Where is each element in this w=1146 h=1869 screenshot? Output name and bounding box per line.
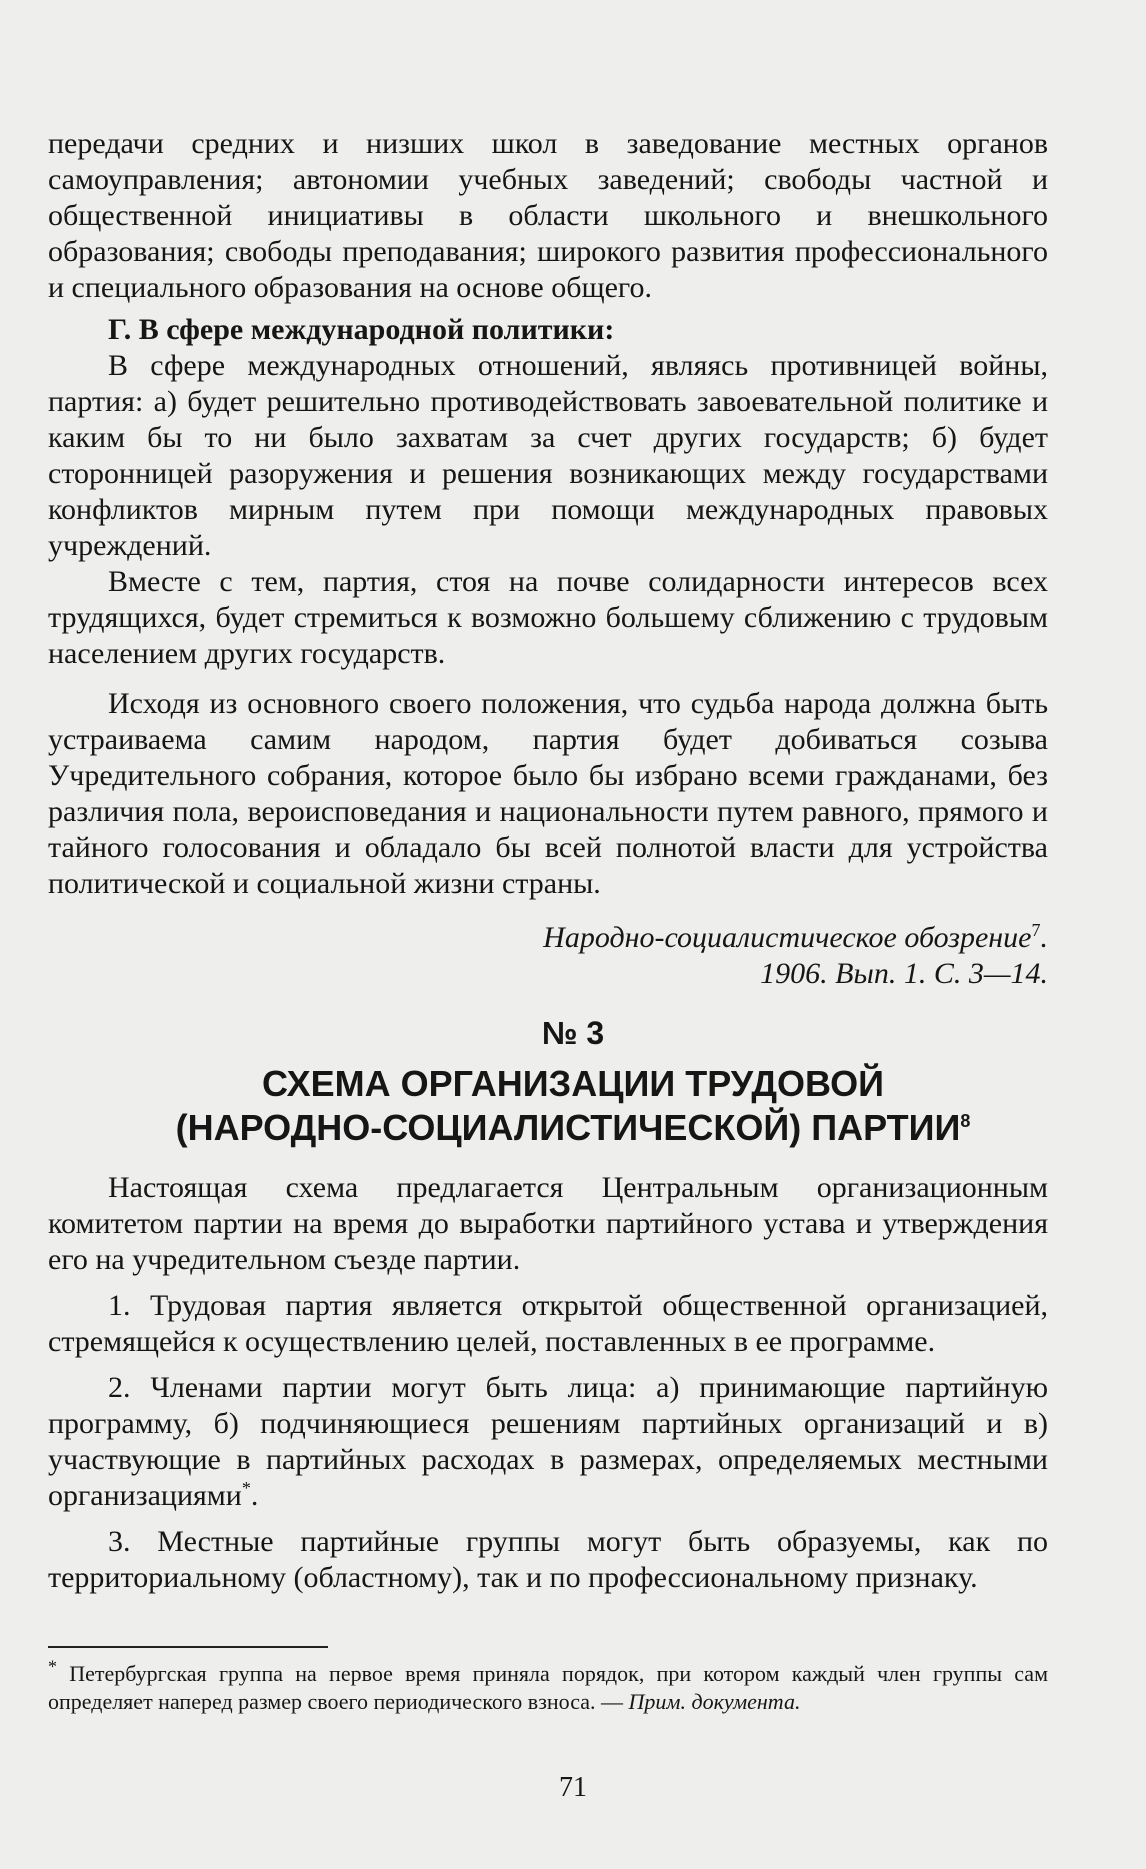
list-item: 1. Трудовая партия является открытой общественной организацией, стремящейся к осуществлению целей, поставленных в ее программе. [48, 1289, 1048, 1358]
source-citation-line-1: Народно-социалистическое обозрение$^7$. [543, 920, 1048, 954]
paragraph: В сфере международных отношений, являясь противницей войны, партия: а) будет решительно противодействовать завоевательной политике и каким бы то ни было захватам за счет других государств; б) будет сторонницей разоружения и решения возникающих между государствами конфликтов мирным путем при помощи международных правовых учреждений. [48, 349, 1048, 562]
list-item: 3. Местные партийные группы могут быть образуемы, как по территориальному (областному), так и по профессиональному признаку. [48, 1525, 1048, 1594]
source-citation-line-2: 1906. Вып. 1. С. 3—14. [760, 957, 1048, 990]
footnote-divider [48, 1646, 328, 1648]
page-number: 71 [559, 1772, 587, 1803]
footnote-marker: * [48, 1656, 57, 1677]
document-title-line-2: (НАРОДНО-СОЦИАЛИСТИЧЕСКОЙ) ПАРТИИ$^8$ [175, 1107, 971, 1148]
footnote-reference: * [241, 1478, 251, 1498]
footnote-attribution: Прим. документа. [628, 1689, 801, 1714]
footnote-text: Петербургская группа на первое время приняла порядок, при котором каждый член группы сам определяет наперед размер своего периодического взноса. — [48, 1661, 1048, 1714]
body-text-top [48, 126, 1048, 902]
note-reference: 7 [1031, 920, 1041, 940]
paragraph: Исходя из основного своего положения, что судьба народа должна быть устраиваема самим народом, партия будет добиваться созыва Учредительного собрания, которое было бы избрано всеми гражданами, без различия пола, вероисповедания и национальности путем равного, прямого и тайного голосования и обладало бы всей полнотой власти для устройства политической и социальной жизни страны. [48, 687, 1048, 900]
section-heading: Г. В сфере международной политики: [108, 313, 615, 346]
list-item: 2. Членами партии могут быть лица: а) принимающие партийную программу, б) подчиняющиеся решениям партийных организаций и в) участвующие в партийных расходах в размерах, определяемых местными организациями*. [48, 1371, 1048, 1512]
footnote [48, 1656, 1048, 1716]
paragraph: передачи средних и низших школ в заведование местных органов самоуправления; автономии учебных заведений; свободы частной и общественной инициативы в области школьного и внешкольного образования; свободы преподавания; широкого развития профессионального и специального образования на основе общего. [48, 127, 1048, 304]
note-reference: 8 [960, 1111, 971, 1131]
paragraph: Вместе с тем, партия, стоя на почве солидарности интересов всех трудящихся, будет стремиться к возможно большему сближению с трудовым населением других государств. [48, 565, 1048, 670]
body-text-bottom [48, 1170, 1048, 1596]
document-title [0, 1062, 1146, 1150]
paragraph: Настоящая схема предлагается Центральным организационным комитетом партии на время до выработки партийного устава и утверждения его на учредительном съезде партии. [48, 1171, 1048, 1276]
document-title-line-1: СХЕМА ОРГАНИЗАЦИИ ТРУДОВОЙ [262, 1063, 884, 1104]
source-citation [348, 920, 1048, 992]
document-number: № 3 [541, 1015, 605, 1051]
